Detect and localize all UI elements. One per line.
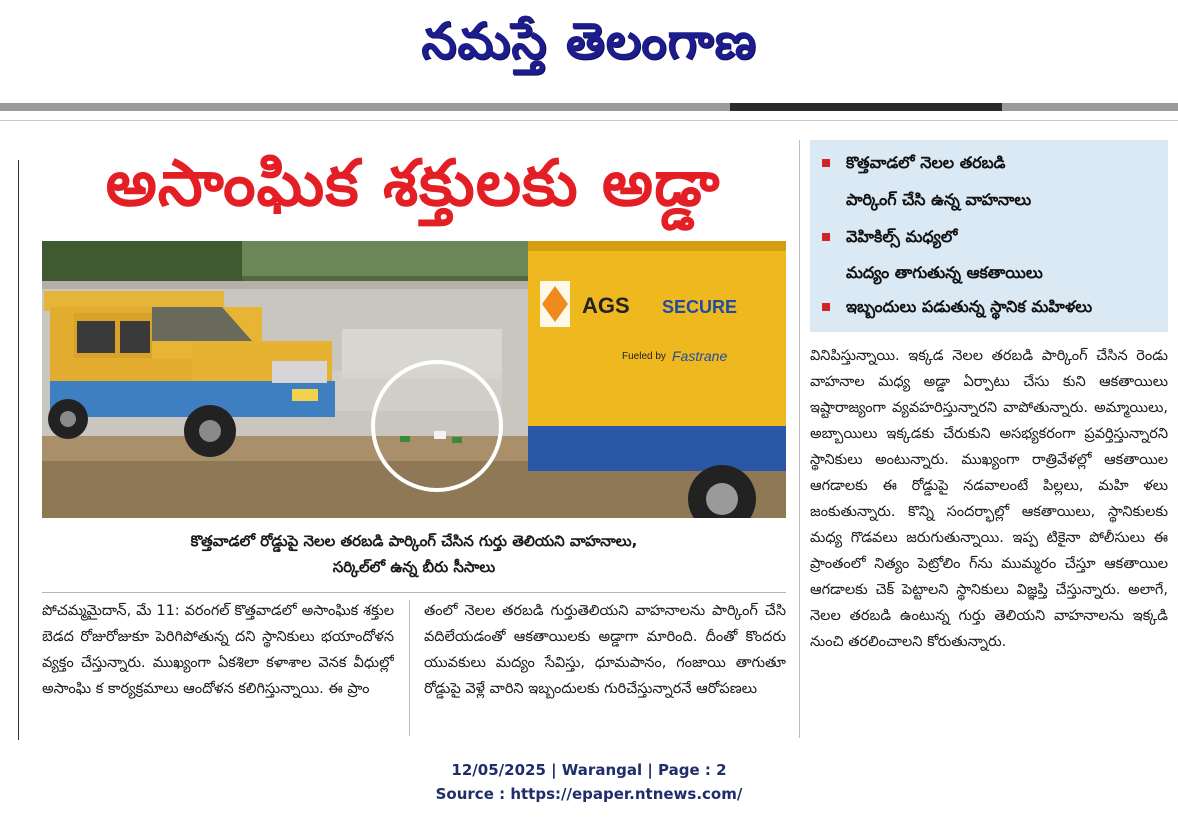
column-separator <box>409 600 410 736</box>
bullet-icon <box>822 233 830 241</box>
caption-line-1: కొత్తవాడలో రోడ్డుపై నెలల తరబడి పార్కింగ్ చేసిన గుర్తు తెలియని వాహనాలు, <box>190 532 638 550</box>
photo-caption <box>42 528 786 580</box>
article-body-column-3 <box>810 343 1168 738</box>
page-footer <box>0 758 1178 806</box>
vehicle-fuel-brand-text: Fastrane <box>672 348 728 364</box>
article-body-column-2 <box>424 598 786 738</box>
vehicle-fueled-by-text: Fueled by <box>622 351 666 362</box>
article-body-text-3: వినిపిస్తున్నాయి. ఇక్కడ నెలల తరబడి పార్కింగ్ చేసిన రెండు వాహనాల మధ్య అడ్డా ఏర్పాటు చేసు కుని ఆకతాయిలు ఇష్టారాజ్యంగా వ్యవహరిస్తున్నారని వాపోతున్నారు. అమ్మాయిలు, అబ్బాయిలు ఇక్కడకు చేరుకుని అసభ్యకరంగా ప్రవర్తిస్తున్నారని స్థానికులు అంటున్నారు. ముఖ్యంగా రాత్రివేళల్లో ఆకతాయిల ఆగడాలకు ఈ రోడ్డుపై నడవాలంటే పిల్లలు, మహి ళలు జంకుతున్నారు. కొన్ని సందర్భాల్లో ఆకతాయిలు, స్థానికులకు మధ్య గొడవలు జరుగుతున్నాయి. ఇప్ప టికైనా పోలీసులు ఈ ప్రాంతంలో నిత్యం పెట్రోలిం గ్‌ను ముమ్మరం చేస్తూ ఆకతాయిల ఆగడాలకు చెక్ పెట్టాలని స్థానికులు విజ్ఞప్తి చేస్తున్నారు. అలాగే, నెలల తరబడి ఉంటున్న గుర్తు తెలియని వాహనాలను ఇక్కడి నుంచి తరలించాలని కోరుతున్నారు. <box>810 348 1168 650</box>
bullet-icon <box>822 303 830 311</box>
caption-line-2: సర్కిల్‌లో ఉన్న బీరు సీసాలు <box>332 558 496 576</box>
highlight-text: పార్కింగ్ చేసి ఉన్న వాహనాలు <box>846 190 1032 209</box>
article-body-text-1: పోచమ్మమైదాన్, మే 11: వరంగల్ కొత్తవాడలో అసాంఘిక శక్తుల బెడద రోజురోజుకూ పెరిగిపోతున్న దని స్థానికులు భయాందోళన వ్యక్తం చేస్తున్నారు. ముఖ్యంగా ఏకశిలా కళాశాల వెనక వీధుల్లో అసాంఘి క కార్యక్రమాలు ఆందోళన కలిగిస్తున్నాయి. ఈ ప్రాం <box>42 603 394 697</box>
highlight-text: మద్యం తాగుతున్న ఆకతాయిలు <box>846 263 1043 282</box>
bullet-icon <box>822 159 830 167</box>
masthead-thin-rule <box>0 120 1178 121</box>
article-body-text-2: తంలో నెలల తరబడి గుర్తుతెలియని వాహనాలను పార్కింగ్ చేసి వదిలేయడంతో ఆకతాయిలకు అడ్డాగా మారింది. దీంతో కొందరు యువకులు మద్యం సేవిస్తు, ధూమపానం, గంజాయి తాగుతూ రోడ్డుపై వెళ్లే వారిని ఇబ్బందులకు గురిచేస్తున్నారనే ఆరోపణలు <box>424 603 786 697</box>
article-body-column-1 <box>42 598 394 738</box>
vehicle-brand-text: AGS <box>582 293 630 318</box>
caption-divider <box>42 592 786 593</box>
column-separator-right <box>799 140 800 738</box>
footer-source-link[interactable]: Source : https://epaper.ntnews.com/ <box>435 785 743 803</box>
highlight-text: కొత్తవాడలో నెలల తరబడి <box>846 153 1006 172</box>
highlights-box <box>810 140 1168 332</box>
masthead-rule-accent <box>730 103 1002 111</box>
masthead <box>0 0 1178 100</box>
left-margin-rule <box>18 160 19 740</box>
masthead-title: నమస్తే తెలంగాణ <box>421 11 757 70</box>
highlight-text: ఇబ్బందులు పడుతున్న స్థానిక మహిళలు <box>846 297 1093 316</box>
article-headline: అసాంఘిక శక్తులకు అడ్డా <box>105 147 721 221</box>
article-photo <box>42 241 786 518</box>
highlight-text: వెహికిల్స్ మధ్యలో <box>846 227 958 246</box>
vehicle-brand-secondary-text: SECURE <box>662 297 738 317</box>
footer-date-edition: 12/05/2025 | Warangal | Page : 2 <box>451 761 727 779</box>
